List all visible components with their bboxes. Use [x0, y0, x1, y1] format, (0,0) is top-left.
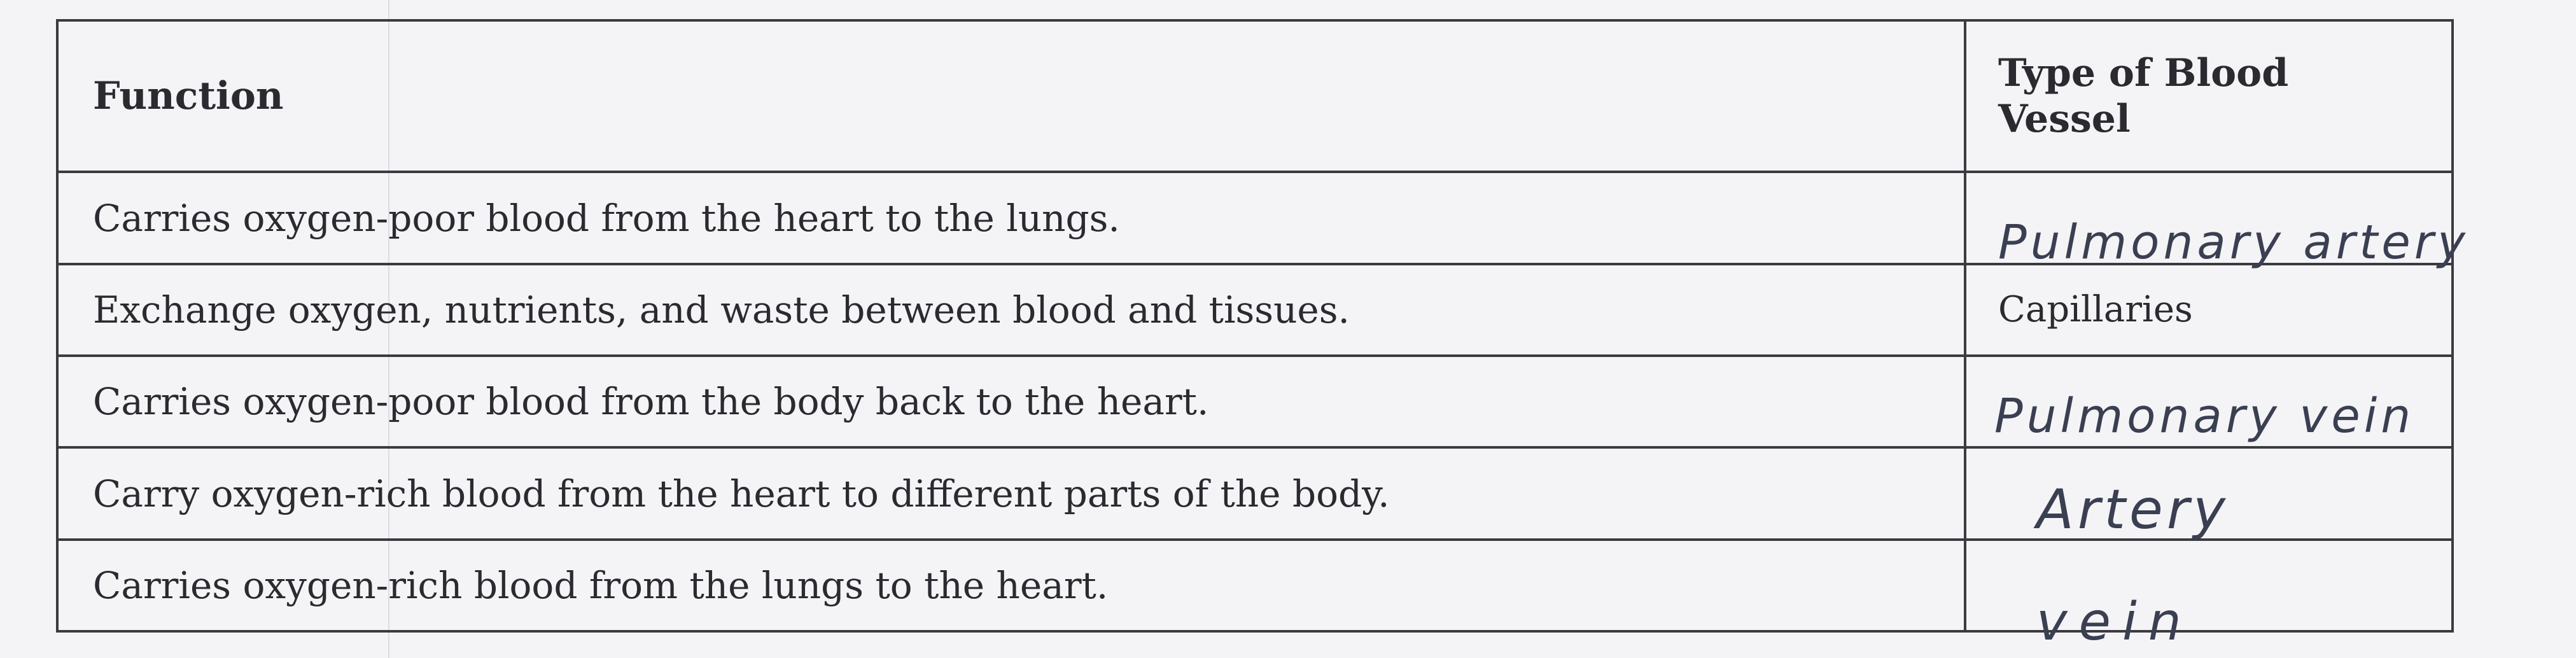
answer-cell[interactable] [1965, 447, 2453, 542]
function-cell: Carry oxygen-rich blood from the heart to different parts of the body. [57, 447, 1965, 539]
table-row [57, 356, 2453, 447]
printed-answer: Capillaries [1998, 289, 2193, 331]
answer-cell[interactable] [1965, 172, 2469, 270]
table-row [57, 172, 2453, 263]
table-row [57, 447, 2453, 539]
function-cell: Carries oxygen-poor blood from the heart to the lungs. [57, 172, 1965, 263]
handwritten-answer: Artery [2036, 478, 2230, 542]
blood-vessel-table [56, 19, 2469, 652]
table-row [57, 264, 2453, 356]
table-row [57, 540, 2453, 631]
function-column-header: Function [57, 20, 1965, 172]
type-column-header: Type of Blood Vessel [1965, 20, 2453, 172]
handwritten-answer: vein [2036, 591, 2193, 652]
handwritten-answer: Pulmonary artery [1998, 215, 2469, 270]
table-header-row [57, 20, 2453, 172]
answer-cell[interactable] [1965, 356, 2453, 447]
answer-cell[interactable] [1965, 264, 2453, 356]
function-cell: Carries oxygen-rich blood from the lungs to the heart. [57, 540, 1965, 631]
function-cell: Exchange oxygen, nutrients, and waste between blood and tissues. [57, 264, 1965, 356]
handwritten-answer: Pulmonary vein [1994, 389, 2415, 444]
answer-cell[interactable] [1965, 540, 2453, 652]
function-cell: Carries oxygen-poor blood from the body back to the heart. [57, 356, 1965, 447]
